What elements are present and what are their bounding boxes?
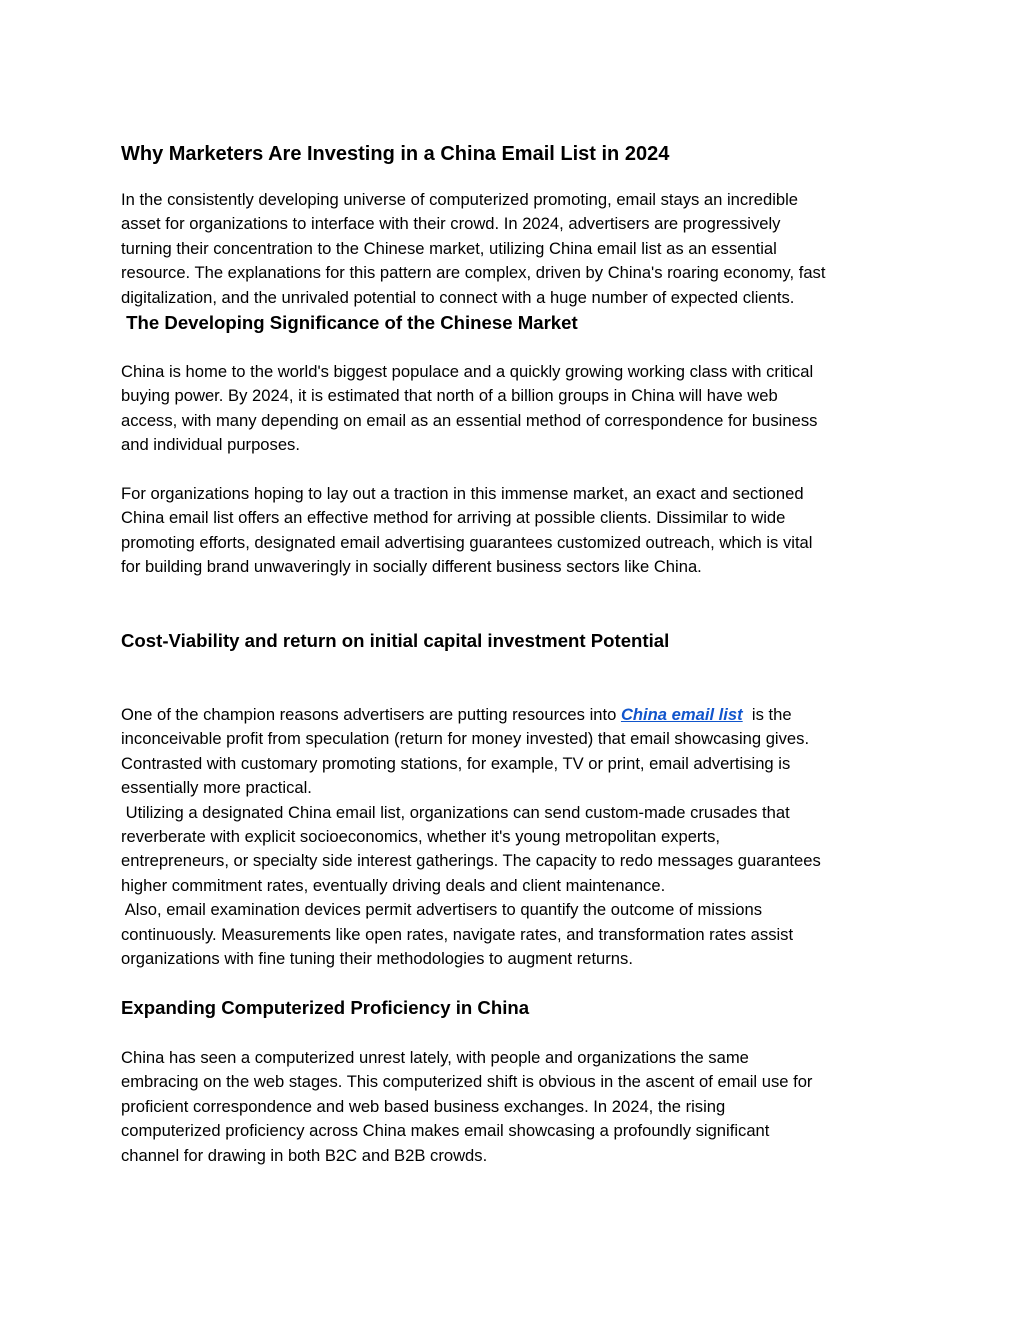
text-line: channel for drawing in both B2C and B2B crowds. (121, 1145, 488, 1165)
text-line: Contrasted with customary promoting stations, for example, TV or print, email advertising is (121, 753, 791, 773)
text-line: China has seen a computerized unrest lately, with people and organizations the same (121, 1048, 749, 1067)
china-email-list-link[interactable]: China email list (620, 705, 743, 724)
section-paragraph (121, 703, 911, 971)
text-line: inconceivable profit from speculation (return for money invested) that email showcasing gives. (121, 729, 810, 749)
text-line: and individual purposes. (121, 435, 300, 455)
text-line: essentially more practical. (121, 778, 312, 798)
text-line: promoting efforts, designated email advertising guarantees customized outreach, which is vital (121, 532, 813, 552)
section-paragraph (121, 1046, 911, 1168)
text-line: China is home to the world's biggest populace and a quickly growing working class with critical (121, 362, 814, 381)
text-line: continuously. Measurements like open rates, navigate rates, and transformation rates assist (121, 924, 794, 944)
text-line: access, with many depending on email as an essential method of correspondence for business (121, 410, 818, 430)
text-line: China email list offers an effective method for arriving at possible clients. Dissimilar to wide (121, 508, 786, 528)
text-line (121, 703, 911, 727)
text-line: turning their concentration to the Chinese market, utilizing China email list as an essential (121, 238, 777, 258)
text-run: One of the champion reasons advertisers are putting resources into (121, 705, 621, 724)
text-line: Utilizing a designated China email list, organizations can send custom-made crusades that (121, 802, 790, 822)
text-line: for building brand unwaveringly in socially different business sectors like China. (121, 557, 702, 577)
text-line: entrepreneurs, or specialty side interest gatherings. The capacity to redo messages guarantees (121, 851, 821, 871)
text-line: higher commitment rates, eventually driving deals and client maintenance. (121, 875, 666, 895)
intro-paragraph (121, 188, 911, 310)
document-title: Why Marketers Are Investing in a China Email List in 2024 (121, 143, 670, 165)
text-line: resource. The explanations for this pattern are complex, driven by China's roaring economy, fast (121, 263, 826, 283)
text-line: For organizations hoping to lay out a traction in this immense market, an exact and sectioned (121, 484, 804, 503)
text-run: is the (742, 705, 792, 724)
text-line: asset for organizations to interface with their crowd. In 2024, advertisers are progressively (121, 214, 781, 234)
text-line: In the consistently developing universe of computerized promoting, email stays an incredible (121, 190, 799, 209)
text-line: buying power. By 2024, it is estimated that north of a billion groups in China will have web (121, 386, 778, 406)
section-heading-cost-viability: Cost-Viability and return on initial capital investment Potential (121, 630, 670, 651)
text-line: organizations with fine tuning their methodologies to augment returns. (121, 949, 633, 969)
text-line: Also, email examination devices permit advertisers to quantify the outcome of missions (121, 900, 762, 920)
section-heading-digital-proficiency: Expanding Computerized Proficiency in China (121, 997, 530, 1018)
section-heading-chinese-market: The Developing Significance of the Chinese Market (121, 312, 578, 333)
text-line: reverberate with explicit socioeconomics, whether it's young metropolitan experts, (121, 827, 720, 847)
text-line: computerized proficiency across China makes email showcasing a profoundly significant (121, 1121, 770, 1141)
text-line: digitalization, and the unrivaled potential to connect with a huge number of expected clients. (121, 287, 795, 307)
section-paragraph (121, 360, 911, 458)
text-line: embracing on the web stages. This computerized shift is obvious in the ascent of email use for (121, 1072, 813, 1092)
section-paragraph (121, 482, 911, 580)
text-line: proficient correspondence and web based business exchanges. In 2024, the rising (121, 1096, 726, 1116)
